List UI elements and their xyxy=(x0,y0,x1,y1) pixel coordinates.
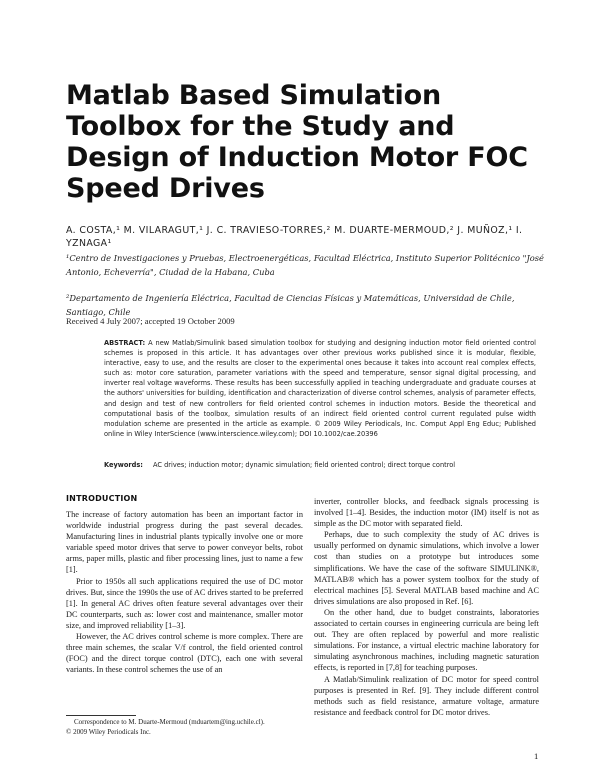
paper-title: Matlab Based Simulation Toolbox for the Study and Design of Induction Motor FOC Speed Drives xyxy=(66,80,528,204)
footnote xyxy=(66,717,306,737)
paragraph: Perhaps, due to such complexity the study of AC drives is usually performed on dynamic simulations, which involve a lower cost than studies on a prototype but introduces some simplifications. We have the case of the software SIMULINK®, MATLAB® which has a power system toolbox for the study of electrical machines [5]. Several MATLAB based machine and AC drives simulations are also proposed in Ref. [6]. xyxy=(314,530,539,606)
paragraph: However, the AC drives control scheme is more complex. There are three main schemes, the scalar V/f control, the field oriented control (FOC) and the direct torque control (DTC), each one with several variants. In these control schemes the use of an xyxy=(66,632,303,675)
keywords-text: AC drives; induction motor; dynamic simulation; field oriented control; direct torque control xyxy=(153,461,456,469)
page-number: 1 xyxy=(534,751,539,761)
paragraph: The increase of factory automation has been an important factor in worldwide industrial progress during the past several decades. Manufacturing lines in industrial plants typically involve one or more variable speed motor drives that serve to power conveyor belts, robot arms, paper mills, plastic and fiber processing lines, just to name a few [1]. xyxy=(66,510,303,575)
footnote-rule xyxy=(66,715,136,716)
paragraph: inverter, controller blocks, and feedback signals processing is involved [1–4]. Besides, the induction motor (IM) itself is not as simple as the DC motor with separated field. xyxy=(314,497,539,529)
received-dates: Received 4 July 2007; accepted 19 October 2009 xyxy=(66,316,235,326)
section-heading-introduction: INTRODUCTION xyxy=(66,494,138,503)
copyright-note: © 2009 Wiley Periodicals Inc. xyxy=(66,728,151,736)
affiliation-1: ¹Centro de Investigaciones y Pruebas, Electroenergéticas, Facultad Eléctrica, Instituto Superior Politécnico "José Antonio, Echeverría", Ciudad de la Habana, Cuba xyxy=(66,253,544,277)
abstract xyxy=(104,338,536,439)
author-list: A. COSTA,¹ M. VILARAGUT,¹ J. C. TRAVIESO-TORRES,² M. DUARTE-MERMOUD,² J. MUÑOZ,¹ I. YZNAGA¹ xyxy=(66,225,523,249)
abstract-label: ABSTRACT: xyxy=(104,339,146,347)
paragraph: Prior to 1950s all such applications required the use of DC motor drives. But, since the 1990s the use of AC drives started to be preferred [1]. In general AC drives often feature several advantages over their DC counterparts, such as: lower cost and maintenance, smaller motor size, and improved reliability [1–3]. xyxy=(66,576,303,630)
abstract-text: A new Matlab/Simulink based simulation toolbox for studying and designing induction motor field oriented control schemes is proposed in this article. It has advantages over other previous works published since it is modular, flexible, interactive, easy to use, and the results are closer to the experimental ones because it takes into account real complex effects, such as: motor core saturation, parameter variations with the speed and temperature, sensor signal digital processing, and inverter real voltage waveforms. These results has been successfully applied in teaching undergraduate and graduate courses at the authors' universities for building, identification and characterization of diverse control schemes, analysis of parameter effects, and design and test of new controllers for field oriented control schemes in induction motors. Beside the theoretical and computational basis of the toolbox, simulation results of an indirect field oriented control current regulated pulse width modulation scheme are presented in the article as example. © 2009 Wiley Periodicals, Inc. Comput Appl Eng Educ; Published online in Wiley InterScience (www.interscience.wiley.com); DOI 10.1002/cae.20396 xyxy=(104,339,536,438)
left-column xyxy=(66,509,303,675)
keywords-label: Keywords: xyxy=(104,461,143,469)
right-column xyxy=(314,496,539,718)
keywords xyxy=(104,461,536,469)
correspondence-note: Correspondence to M. Duarte-Mermoud (mduartem@ing.uchile.cl). xyxy=(74,718,265,726)
paragraph: A Matlab/Simulink realization of DC motor for speed control purposes is presented in Ref. [9]. They include different control methods such as field resistance, armature voltage, armature resistance and feedback control for DC motor drives. xyxy=(314,674,539,717)
paragraph: On the other hand, due to budget constraints, laboratories associated to certain courses in engineering curricula are being left out. They are often replaced by powerful and more realistic simulations. For instance, a virtual electric machine laboratory for simulating asynchronous machines, including magnetic saturation effects, is reported in [7,8] for teaching purposes. xyxy=(314,607,539,673)
affiliation-2: ²Departamento de Ingeniería Eléctrica, Facultad de Ciencias Físicas y Matemáticas, Universidad de Chile, Santiago, Chile xyxy=(66,293,515,317)
